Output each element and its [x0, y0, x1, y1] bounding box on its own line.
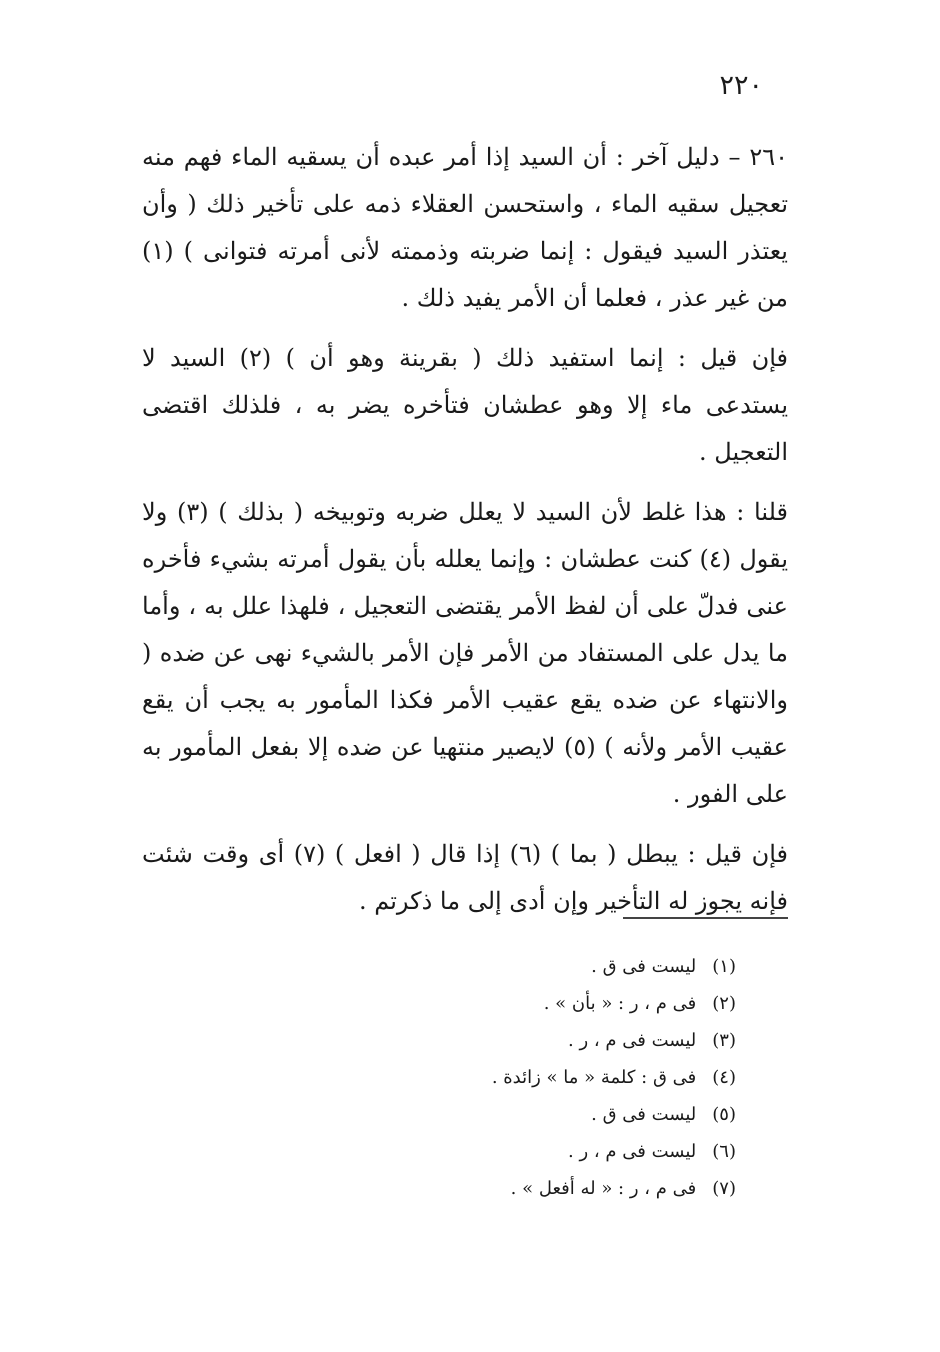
footnote-text: ليست فى م ، ر .: [568, 1141, 697, 1162]
footnote-number: (٥): [712, 1104, 736, 1125]
footnote-text: فى م ، ر : « له أفعل » .: [510, 1178, 697, 1199]
footnote-number: (٢): [712, 993, 736, 1014]
footnote-text: ليست فى م ، ر .: [568, 1030, 697, 1051]
footnote-item: [300, 1170, 736, 1207]
footnote-item: [300, 1059, 736, 1096]
footnote-item: [300, 1133, 736, 1170]
footnote-number: (٤): [712, 1067, 736, 1088]
footnote-number: (٧): [712, 1178, 736, 1199]
footnote-number: (١): [712, 956, 736, 977]
page-number: ٢٢٠: [719, 70, 763, 101]
footnote-number: (٣): [712, 1030, 736, 1051]
footnote-item: [300, 1096, 736, 1133]
footnote-text: ليست فى ق .: [591, 956, 697, 977]
footnote-text: فى م ، ر : « بأن » .: [543, 993, 697, 1014]
footnote-text: فى ق : كلمة « ما » زائدة .: [491, 1067, 697, 1088]
footnote-item: [300, 1022, 736, 1059]
footnote-number: (٦): [712, 1141, 736, 1162]
paragraph-second-objection: فإن قيل : يبطل ( بما ) (٦) إذا قال ( افعل ) (٧) أى وقت شئت فإنه يجوز له التأخير وإن أدى إلى ما ذكرتم .: [142, 840, 788, 915]
paragraph-reply: قلنا : هذا غلط لأن السيد لا يعلل ضربه وتوبيخه ( بذلك ) (٣) ولا يقول (٤) كنت عطشان : وإنما يعلله بأن يقول أمرته بشيء فأخره عنى فدلّ على أن لفظ الأمر يقتضى التعجيل ، فلهذا علل به ، وأما ما يدل على المستفاد من الأمر فإن الأمر بالشيء نهى عن ضده ( والانتهاء عن ضده يقع عقيب الأمر فكذا المأمور به يجب أن يقع عقيب الأمر ولأنه ) (٥) لايصير منتهيا عن ضده إلا بفعل المأمور به على الفور .: [142, 498, 788, 808]
footnote-divider: [623, 917, 788, 919]
footnote-item: [300, 948, 736, 985]
footnote-text: ليست فى ق .: [591, 1104, 697, 1125]
paragraph-objection: فإن قيل : إنما استفيد ذلك ( بقرينة وهو أن ) (٢) السيد لا يستدعى ماء إلا وهو عطشان فتأخره يضر به ، فلذلك اقتضى التعجيل .: [142, 344, 788, 466]
footnote-item: [300, 985, 736, 1022]
footnotes: [300, 948, 736, 1207]
main-text: [142, 134, 788, 938]
paragraph-260-argument: ٢٦٠ – دليل آخر : أن السيد إذا أمر عبده أن يسقيه الماء فهم منه تعجيل سقيه الماء ، واستحسن العقلاء ذمه على تأخير ذلك ( وأن يعتذر السيد فيقول : إنما ضربته وذممته لأنى أمرته فتوانى ) (١) من غير عذر ، فعلما أن الأمر يفيد ذلك .: [142, 143, 788, 312]
